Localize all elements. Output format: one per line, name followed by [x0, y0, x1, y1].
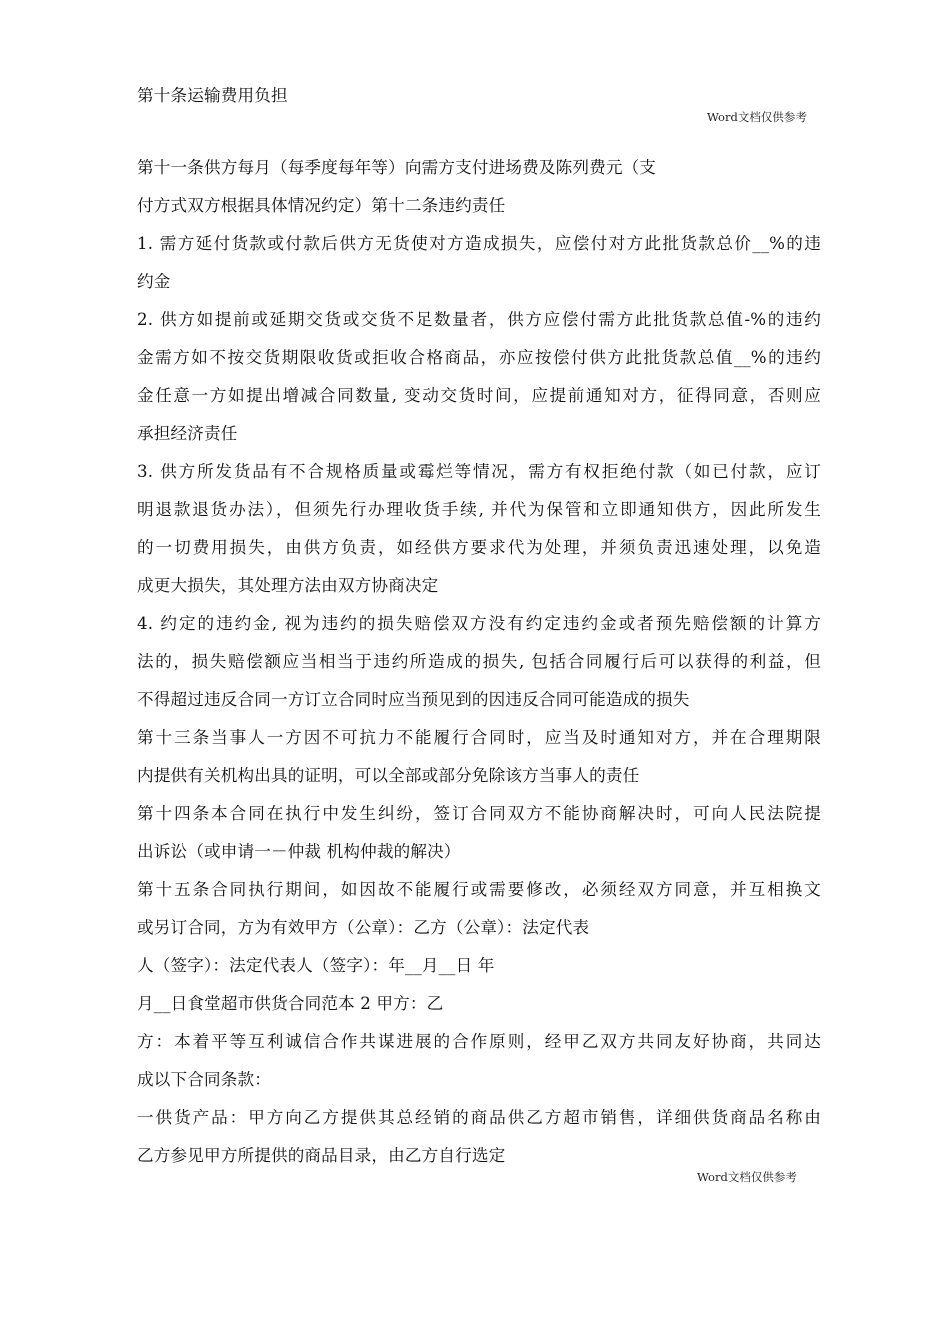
body-line: 法的，损失赔偿额应当相当于违约所造成的损失, 包括合同履行后可以获得的利益，但 [137, 652, 821, 671]
body-line: 内提供有关机构出具的证明，可以全部或部分免除该方当事人的责任 [137, 766, 640, 785]
body-line: 明退款退货办法），但须先行办理收货手续, 并代为保管和立即通知供方，因此所发生 [137, 500, 821, 519]
body-line: 3. 供方所发货品有不合规格质量或霉烂等情况，需方有权拒绝付款（如已付款，应订 [137, 462, 821, 481]
body-line: 2. 供方如提前或延期交货或交货不足数量者，供方应偿付需方此批货款总值-%的违约 [137, 310, 821, 329]
body-line: 1. 需方延付货款或付款后供方无货使对方造成损失，应偿付对方此批货款总价__%的违 [137, 234, 821, 253]
body-line: 第十五条合同执行期间，如因故不能履行或需要修改，必须经双方同意，并互相换文 [137, 880, 821, 899]
body-line: 月__日食堂超市供货合同范本 2 甲方：乙 [137, 994, 444, 1013]
body-line: 4. 约定的违约金, 视为违约的损失赔偿双方没有约定违约金或者预先赔偿额的计算方 [137, 614, 821, 633]
body-line: 一供货产品：甲方向乙方提供其总经销的商品供乙方超市销售，详细供货商品名称由 [137, 1108, 821, 1127]
body-line: 承担经济责任 [137, 424, 238, 443]
body-line: 金任意一方如提出增减合同数量, 变动交货时间，应提前通知对方，征得同意，否则应 [137, 386, 821, 405]
header-note: Word文档仅供参考 [707, 110, 807, 124]
body-line: 乙方参见甲方所提供的商品目录，由乙方自行选定 [137, 1146, 506, 1165]
body-line: 的一切费用损失，由供方负责，如经供方要求代为处理，并须负责迅速处理，以免造 [137, 538, 821, 557]
body-line: 付方式双方根据具体情况约定）第十二条违约责任 [137, 196, 506, 215]
body-line: 出诉讼（或申请一－仲裁 机构仲裁的解决） [137, 842, 461, 861]
footer-note: Word文档仅供参考 [697, 1170, 797, 1184]
body-line: 第十四条本合同在执行中发生纠纷，签订合同双方不能协商解决时，可向人民法院提 [137, 804, 821, 823]
section-10-title: 第十条运输费用负担 [137, 86, 288, 105]
body-line: 成以下合同条款： [137, 1070, 271, 1089]
body-line: 约金 [137, 272, 171, 291]
body-line: 金需方如不按交货期限收货或拒收合格商品，亦应按偿付供方此批货款总值__%的违约 [137, 348, 821, 367]
body-line: 第十一条供方每月（每季度每年等）向需方支付进场费及陈列费元（支 [137, 158, 657, 177]
body-line: 第十三条当事人一方因不可抗力不能履行合同时，应当及时通知对方，并在合理期限 [137, 728, 821, 747]
body-line: 或另订合同，方为有效甲方（公章）：乙方（公章）：法定代表 [137, 918, 590, 937]
body-line: 方：本着平等互利诚信合作共谋进展的合作原则，经甲乙双方共同友好协商，共同达 [137, 1032, 821, 1051]
body-line: 成更大损失，其处理方法由双方协商决定 [137, 576, 439, 595]
body-line: 不得超过违反合同一方订立合同时应当预见到的因违反合同可能造成的损失 [137, 690, 690, 709]
body-line: 人（签字）：法定代表人（签字）：年__月__日 年 [137, 956, 495, 975]
